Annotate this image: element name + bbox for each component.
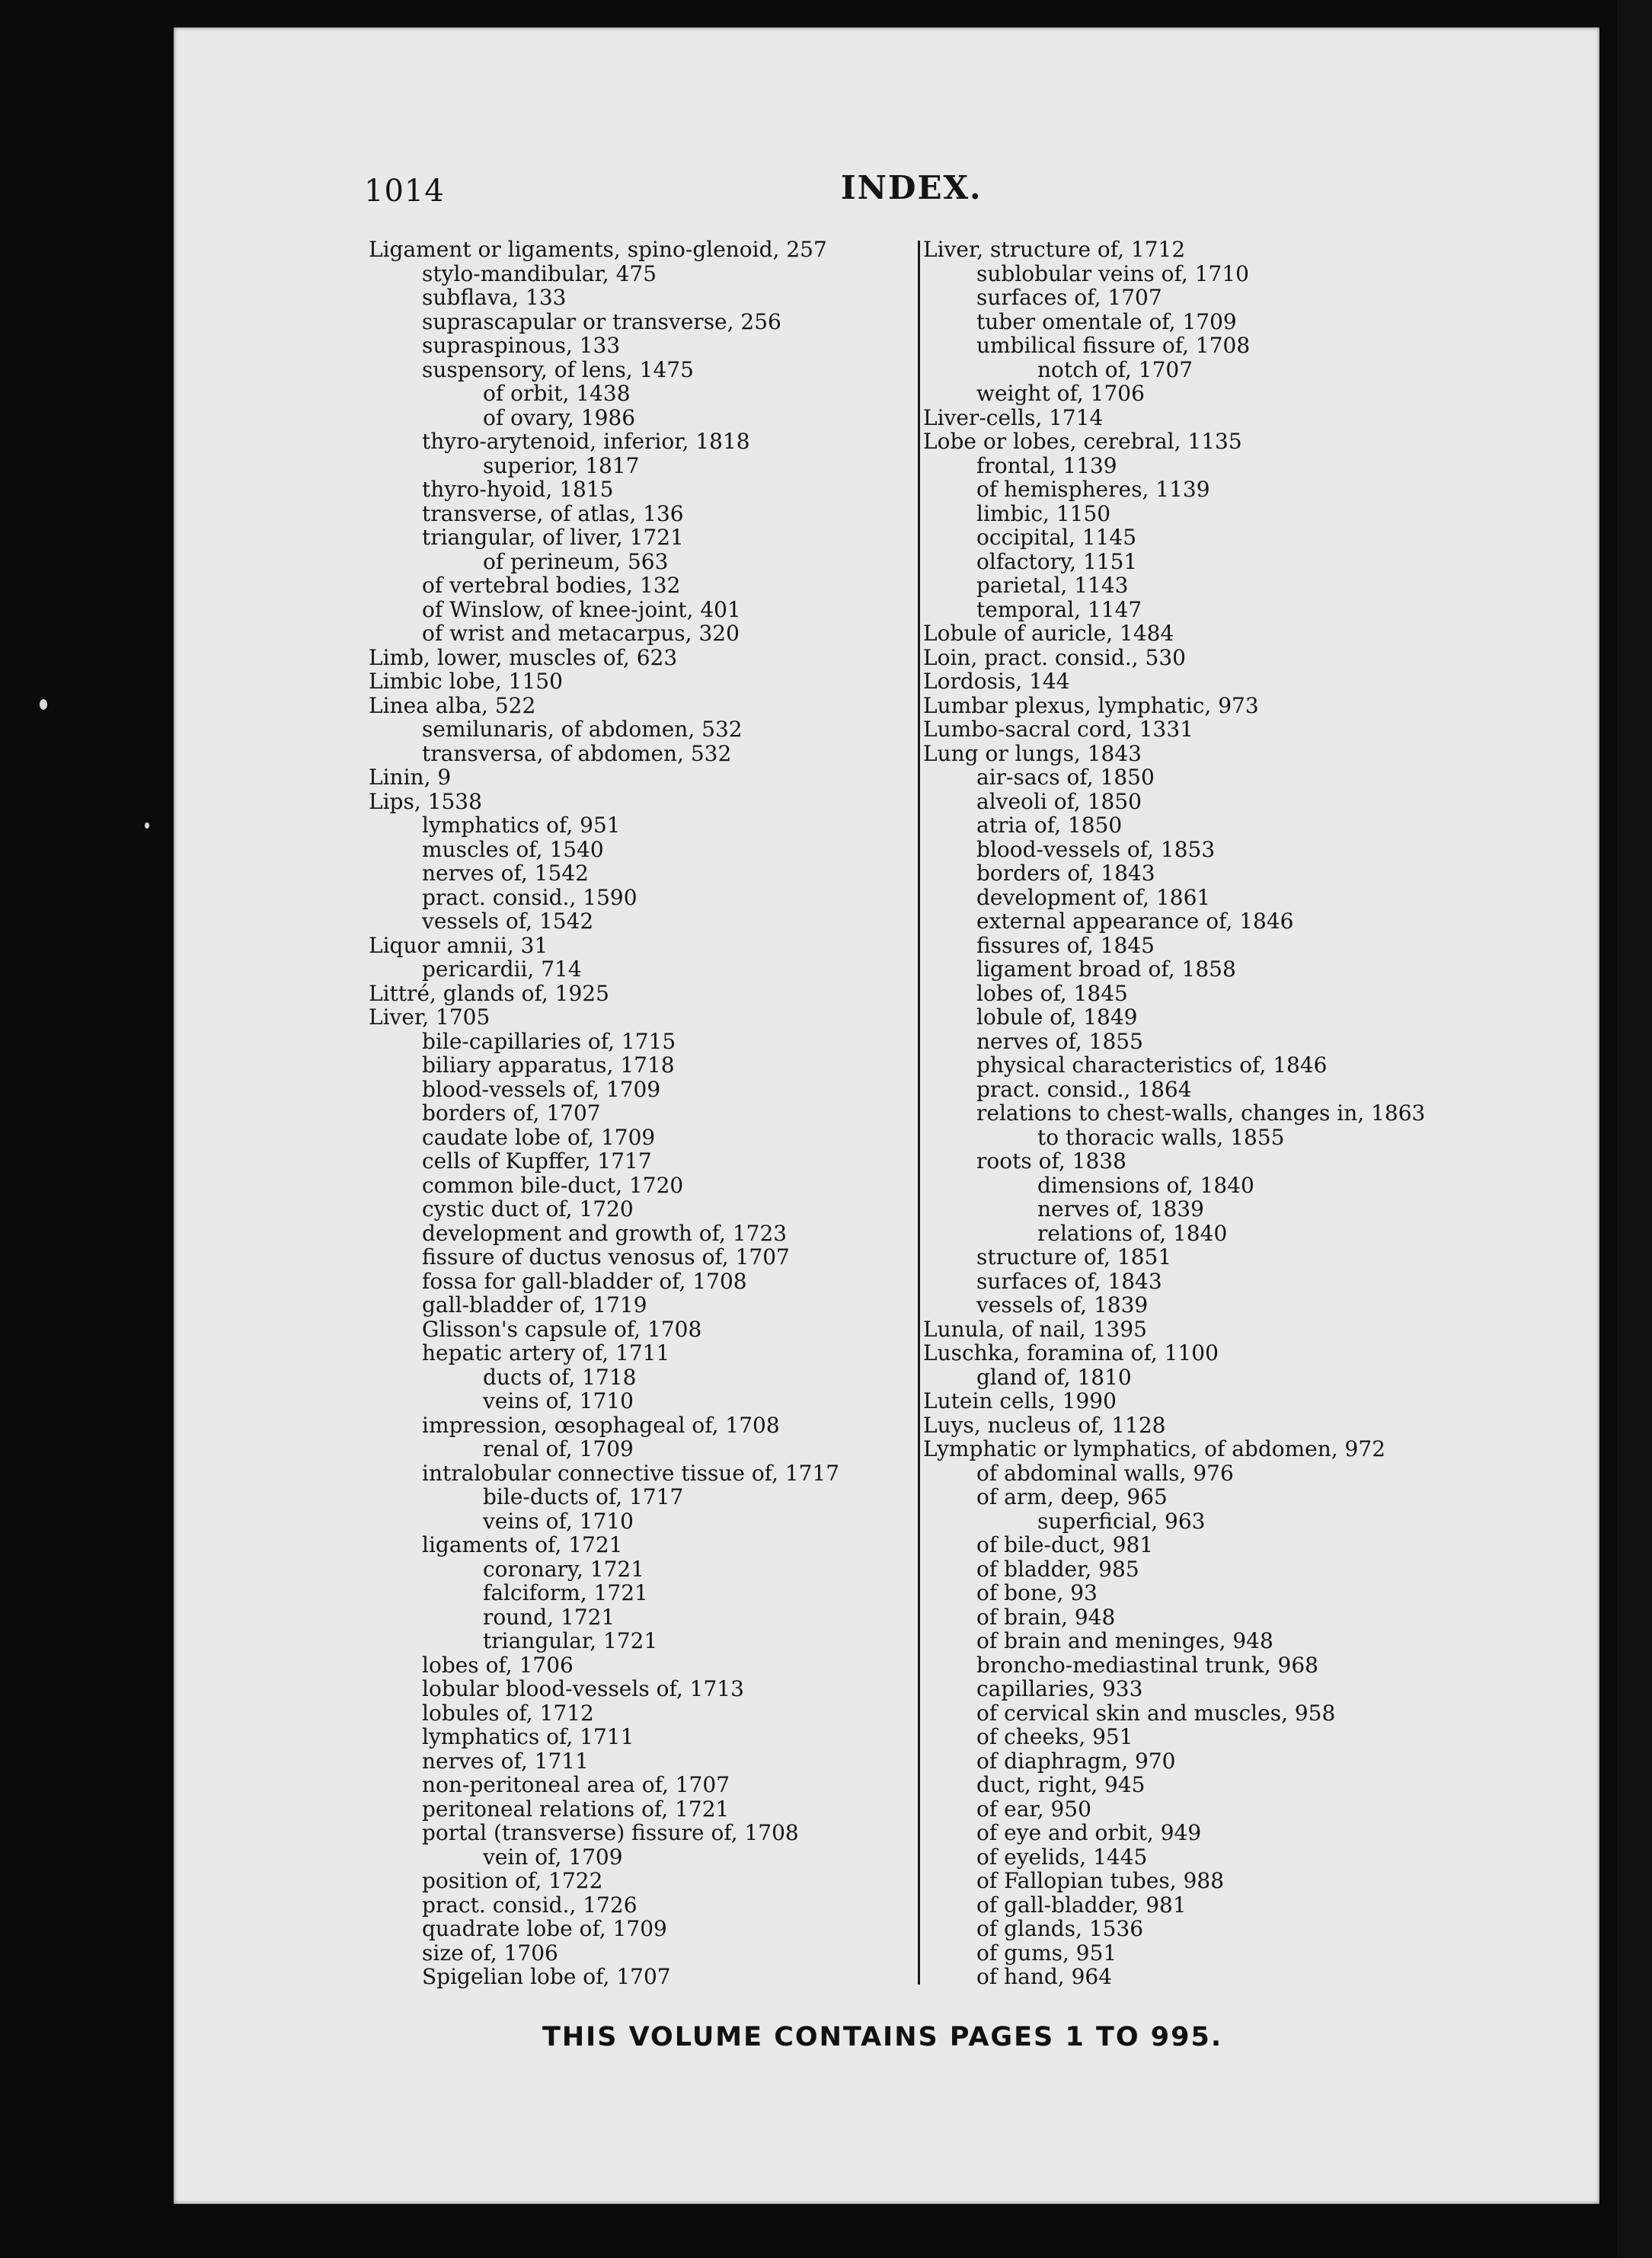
index-entry: surfaces of, 1843 <box>976 1268 1162 1294</box>
index-column-right <box>912 238 1476 1989</box>
index-entry: of arm, deep, 965 <box>976 1484 1168 1509</box>
index-entry: Lips, 1538 <box>369 788 482 814</box>
index-entry: borders of, 1843 <box>976 861 1155 886</box>
index-entry: Linea alba, 522 <box>369 692 536 718</box>
index-entry: of abdominal walls, 976 <box>976 1460 1234 1486</box>
index-entry: Glisson's capsule of, 1708 <box>422 1316 702 1342</box>
index-entry: ligament broad of, 1858 <box>976 957 1236 982</box>
index-entry: biliary apparatus, 1718 <box>422 1052 675 1078</box>
index-entry: ligaments of, 1721 <box>422 1532 623 1557</box>
index-entry: of gall-bladder, 981 <box>976 1892 1187 1918</box>
index-entry: fissure of ductus venosus of, 1707 <box>422 1244 790 1270</box>
index-entry: Liquor amnii, 31 <box>369 932 548 958</box>
index-entry: subflava, 133 <box>422 285 567 310</box>
index-entry: Liver, 1705 <box>369 1004 490 1030</box>
index-entry: position of, 1722 <box>422 1868 603 1893</box>
index-entry: limbic, 1150 <box>976 500 1111 526</box>
index-entry: Lordosis, 144 <box>923 669 1070 694</box>
index-column-left <box>369 238 917 1989</box>
index-entry: of glands, 1536 <box>976 1916 1144 1941</box>
index-entry: Lobule of auricle, 1484 <box>923 621 1174 646</box>
index-entry: veins of, 1710 <box>483 1508 634 1534</box>
index-entry: Lumbar plexus, lymphatic, 973 <box>923 692 1259 718</box>
index-entry: of brain, 948 <box>976 1604 1116 1630</box>
index-entry: of Fallopian tubes, 988 <box>976 1868 1225 1893</box>
index-entry: of perineum, 563 <box>483 548 669 574</box>
index-entry: Lutein cells, 1990 <box>923 1388 1117 1413</box>
index-entry: of cervical skin and muscles, 958 <box>976 1700 1336 1726</box>
scan-border <box>1617 0 1652 2258</box>
index-entry: surfaces of, 1707 <box>976 285 1162 310</box>
index-entry: air-sacs of, 1850 <box>976 765 1155 790</box>
index-entry: suprascapular or transverse, 256 <box>422 308 781 334</box>
index-entry: Spigelian lobe of, 1707 <box>422 1964 671 1989</box>
index-entry: transverse, of atlas, 136 <box>422 500 684 526</box>
index-entry: relations to chest-walls, changes in, 1863 <box>976 1100 1426 1126</box>
index-entry: triangular, of liver, 1721 <box>422 525 684 550</box>
index-entry: nerves of, 1839 <box>1037 1196 1204 1222</box>
index-entry: cystic duct of, 1720 <box>422 1196 634 1222</box>
index-entry: hepatic artery of, 1711 <box>422 1340 670 1365</box>
index-entry: Loin, pract. consid., 530 <box>923 644 1186 670</box>
scan-speck <box>40 699 47 710</box>
index-entry: of hand, 964 <box>976 1964 1113 1989</box>
index-entry: quadrate lobe of, 1709 <box>422 1916 667 1941</box>
index-entry: veins of, 1710 <box>483 1388 634 1413</box>
page-title: INDEX. <box>841 169 983 206</box>
index-entry: of eyelids, 1445 <box>976 1844 1148 1870</box>
index-entry: pract. consid., 1590 <box>422 884 637 910</box>
index-entry: blood-vessels of, 1709 <box>422 1076 661 1102</box>
index-entry: Limb, lower, muscles of, 623 <box>369 644 678 670</box>
index-entry: vessels of, 1839 <box>976 1292 1149 1317</box>
index-entry: of ear, 950 <box>976 1796 1091 1822</box>
index-entry: nerves of, 1542 <box>422 861 589 886</box>
index-entry: stylo-mandibular, 475 <box>422 260 657 286</box>
index-entry: Linin, 9 <box>369 765 452 790</box>
index-entry: occipital, 1145 <box>976 525 1137 550</box>
index-entry: notch of, 1707 <box>1037 356 1193 382</box>
index-entry: nerves of, 1855 <box>976 1028 1143 1054</box>
index-entry: Lymphatic or lymphatics, of abdomen, 972 <box>923 1436 1386 1461</box>
index-entry: broncho-mediastinal trunk, 968 <box>976 1652 1318 1678</box>
index-entry: Liver-cells, 1714 <box>923 404 1104 430</box>
index-entry: blood-vessels of, 1853 <box>976 836 1216 862</box>
index-entry: external appearance of, 1846 <box>976 909 1294 934</box>
index-entry: vein of, 1709 <box>483 1844 623 1870</box>
index-entry: Luys, nucleus of, 1128 <box>923 1412 1166 1438</box>
index-entry: capillaries, 933 <box>976 1676 1143 1701</box>
index-entry: parietal, 1143 <box>976 573 1129 598</box>
index-entry: Ligament or ligaments, spino-glenoid, 257 <box>369 237 827 262</box>
index-entry: Littré, glands of, 1925 <box>369 980 609 1006</box>
index-entry: physical characteristics of, 1846 <box>976 1052 1328 1078</box>
index-entry: fossa for gall-bladder of, 1708 <box>422 1268 747 1294</box>
index-entry: common bile-duct, 1720 <box>422 1172 684 1198</box>
index-entry: frontal, 1139 <box>976 452 1117 478</box>
index-entry: ducts of, 1718 <box>483 1364 637 1390</box>
index-entry: pract. consid., 1726 <box>422 1892 637 1918</box>
index-entry: lobes of, 1845 <box>976 980 1128 1006</box>
index-entry: lobule of, 1849 <box>976 1004 1138 1030</box>
index-entry: Limbic lobe, 1150 <box>369 669 563 694</box>
index-entry: Lobe or lobes, cerebral, 1135 <box>923 429 1242 454</box>
index-entry: of diaphragm, 970 <box>976 1748 1176 1774</box>
index-entry: development of, 1861 <box>976 884 1211 910</box>
index-entry: of bile-duct, 981 <box>976 1532 1154 1557</box>
index-entry: non-peritoneal area of, 1707 <box>422 1772 730 1797</box>
index-entry: bile-capillaries of, 1715 <box>422 1028 676 1054</box>
index-entry: Lung or lungs, 1843 <box>923 740 1142 766</box>
index-entry: fissures of, 1845 <box>976 932 1155 958</box>
index-entry: lymphatics of, 1711 <box>422 1724 634 1749</box>
index-entry: of bone, 93 <box>976 1580 1098 1605</box>
index-entry: structure of, 1851 <box>976 1244 1172 1270</box>
index-entry: renal of, 1709 <box>483 1436 634 1461</box>
index-entry: round, 1721 <box>483 1604 615 1630</box>
index-entry: impression, œsophageal of, 1708 <box>422 1412 780 1438</box>
index-entry: lobules of, 1712 <box>422 1700 594 1726</box>
index-entry: borders of, 1707 <box>422 1100 601 1126</box>
index-entry: vessels of, 1542 <box>422 909 594 934</box>
index-entry: relations of, 1840 <box>1037 1220 1228 1246</box>
index-entry: umbilical fissure of, 1708 <box>976 333 1251 358</box>
index-entry: thyro-arytenoid, inferior, 1818 <box>422 429 750 454</box>
index-entry: suspensory, of lens, 1475 <box>422 356 694 382</box>
index-entry: gall-bladder of, 1719 <box>422 1292 647 1317</box>
index-entry: of brain and meninges, 948 <box>976 1628 1273 1653</box>
index-entry: size of, 1706 <box>422 1940 558 1966</box>
index-entry: cells of Kupffer, 1717 <box>422 1148 652 1174</box>
index-entry: coronary, 1721 <box>483 1556 645 1582</box>
index-entry: sublobular veins of, 1710 <box>976 260 1249 286</box>
index-entry: weight of, 1706 <box>976 381 1145 406</box>
index-entry: of Winslow, of knee-joint, 401 <box>422 596 741 622</box>
index-entry: nerves of, 1711 <box>422 1748 589 1774</box>
index-entry: atria of, 1850 <box>976 813 1123 838</box>
index-entry: transversa, of abdomen, 532 <box>422 740 732 766</box>
index-entry: alveoli of, 1850 <box>976 788 1142 814</box>
index-entry: Luschka, foramina of, 1100 <box>923 1340 1219 1365</box>
index-entry: of ovary, 1986 <box>483 404 636 430</box>
index-entry: superior, 1817 <box>483 452 640 478</box>
volume-note: THIS VOLUME CONTAINS PAGES 1 TO 995. <box>542 2022 1223 2052</box>
page-number: 1014 <box>364 174 445 209</box>
index-entry: lobular blood-vessels of, 1713 <box>422 1676 744 1701</box>
index-entry: of cheeks, 951 <box>976 1724 1133 1749</box>
index-entry: of bladder, 985 <box>976 1556 1139 1582</box>
index-entry: triangular, 1721 <box>483 1628 658 1653</box>
index-entry: falciform, 1721 <box>483 1580 648 1605</box>
index-entry: pericardii, 714 <box>422 957 582 982</box>
index-entry: of orbit, 1438 <box>483 381 631 406</box>
index-entry: duct, right, 945 <box>976 1772 1146 1797</box>
index-entry: thyro-hyoid, 1815 <box>422 477 614 502</box>
index-entry: lymphatics of, 951 <box>422 813 621 838</box>
index-entry: supraspinous, 133 <box>422 333 621 358</box>
index-entry: peritoneal relations of, 1721 <box>422 1796 730 1822</box>
index-entry: temporal, 1147 <box>976 596 1142 622</box>
index-entry: Lunula, of nail, 1395 <box>923 1316 1147 1342</box>
index-entry: roots of, 1838 <box>976 1148 1126 1174</box>
scan-speck <box>145 822 149 829</box>
index-entry: bile-ducts of, 1717 <box>483 1484 684 1509</box>
index-entry: of eye and orbit, 949 <box>976 1820 1202 1845</box>
index-entry: gland of, 1810 <box>976 1364 1132 1390</box>
index-entry: of wrist and metacarpus, 320 <box>422 621 740 646</box>
index-entry: Liver, structure of, 1712 <box>923 237 1186 262</box>
index-entry: superficial, 963 <box>1037 1508 1206 1534</box>
index-entry: pract. consid., 1864 <box>976 1076 1192 1102</box>
index-entry: caudate lobe of, 1709 <box>422 1124 656 1150</box>
index-entry: muscles of, 1540 <box>422 836 604 862</box>
index-entry: portal (transverse) fissure of, 1708 <box>422 1820 799 1845</box>
index-entry: of hemispheres, 1139 <box>976 477 1210 502</box>
index-entry: of gums, 951 <box>976 1940 1117 1966</box>
index-entry: dimensions of, 1840 <box>1037 1172 1254 1198</box>
index-entry: Lumbo-sacral cord, 1331 <box>923 717 1194 742</box>
index-entry: intralobular connective tissue of, 1717 <box>422 1460 840 1486</box>
index-entry: development and growth of, 1723 <box>422 1220 788 1246</box>
index-entry: semilunaris, of abdomen, 532 <box>422 717 743 742</box>
index-entry: to thoracic walls, 1855 <box>1037 1124 1285 1150</box>
index-entry: tuber omentale of, 1709 <box>976 308 1237 334</box>
index-entry: lobes of, 1706 <box>422 1652 574 1678</box>
index-entry: olfactory, 1151 <box>976 548 1138 574</box>
index-entry: of vertebral bodies, 132 <box>422 573 681 598</box>
